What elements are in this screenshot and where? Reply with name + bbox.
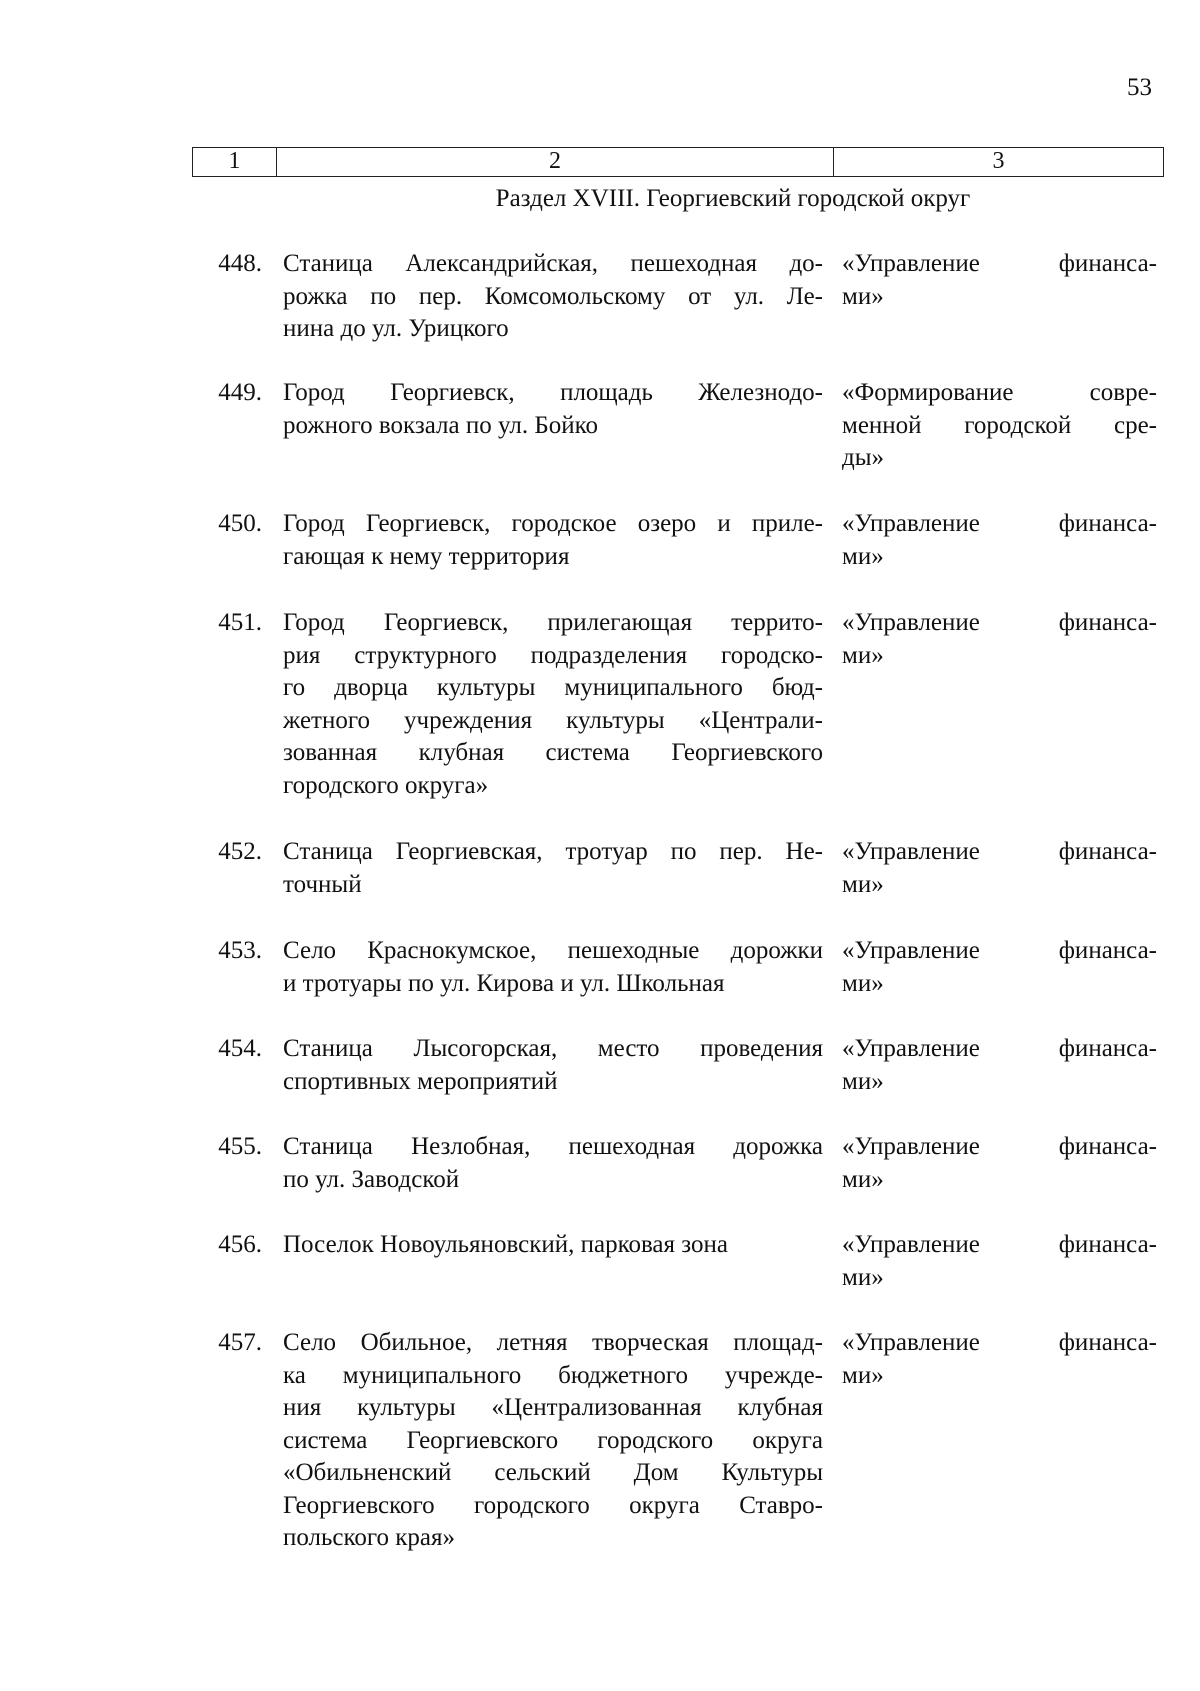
program-line: ми» xyxy=(842,870,884,898)
row-description xyxy=(283,607,823,802)
row-number: 455. xyxy=(218,1133,262,1160)
row-responsible-program xyxy=(842,377,1157,475)
row-responsible-program xyxy=(842,1131,1157,1196)
program-line: ми» xyxy=(842,969,884,997)
column-header-3: 3 xyxy=(992,148,1005,174)
row-description xyxy=(283,1327,823,1555)
column-header-1: 1 xyxy=(193,148,277,176)
row-number: 449. xyxy=(218,379,262,406)
description-line: жетного учреждения культуры «Централи- xyxy=(283,706,823,734)
description-line: «Обильненский сельский Дом Культуры xyxy=(283,1459,823,1486)
description-line: спортивных мероприятий xyxy=(283,1067,558,1095)
program-line: ми» xyxy=(842,542,884,570)
description-line: Город Георгиевск, площадь Железнодо- xyxy=(283,379,823,406)
program-line: ми» xyxy=(842,1165,884,1193)
description-line: го дворца культуры муниципального бюд- xyxy=(283,674,823,701)
description-line: и тротуары по ул. Кирова и ул. Школьная xyxy=(283,969,725,997)
row-description xyxy=(283,1033,823,1098)
program-line: ми» xyxy=(842,282,884,310)
description-line: Поселок Новоульяновский, парковая зона xyxy=(283,1231,728,1258)
section-title: Раздел XVIII. Георгиевский городской округ xyxy=(495,185,971,212)
program-line: ды» xyxy=(842,444,885,471)
row-number: 457. xyxy=(218,1329,262,1356)
description-line: рия структурного подразделения городско- xyxy=(283,641,823,669)
program-line: «Управление финанса- xyxy=(842,1035,1157,1062)
column-header-row xyxy=(192,147,1164,177)
description-line: ния культуры «Централизованная клубная xyxy=(283,1394,823,1421)
row-number: 450. xyxy=(218,510,262,537)
program-line: ми» xyxy=(842,1067,884,1095)
row-description xyxy=(283,935,823,1000)
description-line: Город Георгиевск, прилегающая террито- xyxy=(283,609,823,636)
description-line: Село Краснокумское, пешеходные дорожки xyxy=(283,937,823,964)
program-line: «Управление финанса- xyxy=(842,609,1157,636)
page-number: 53 xyxy=(1127,74,1152,101)
description-line: рожного вокзала по ул. Бойко xyxy=(283,411,598,439)
description-line: Станица Лысогорская, место проведения xyxy=(283,1035,823,1062)
row-description xyxy=(283,836,823,901)
row-number: 453. xyxy=(218,937,262,964)
row-responsible-program xyxy=(842,935,1157,1000)
program-line: «Управление финанса- xyxy=(842,1231,1157,1258)
program-line: «Управление финанса- xyxy=(842,510,1157,537)
program-line: «Управление финанса- xyxy=(842,937,1157,964)
description-line: гающая к нему территория xyxy=(283,542,570,570)
row-description xyxy=(283,508,823,573)
program-line: «Управление финанса- xyxy=(842,1329,1157,1356)
row-responsible-program xyxy=(842,248,1157,313)
description-line: Станица Александрийская, пешеходная до- xyxy=(283,250,823,277)
description-line: польского края» xyxy=(283,1524,456,1551)
description-line: Станица Незлобная, пешеходная дорожка xyxy=(283,1133,823,1160)
description-line: зованная клубная система Георгиевского xyxy=(283,739,823,766)
row-number: 454. xyxy=(218,1035,262,1062)
row-responsible-program xyxy=(842,508,1157,573)
program-line: «Управление финанса- xyxy=(842,250,1157,277)
row-number: 451. xyxy=(218,609,262,636)
program-line: «Управление финанса- xyxy=(842,1133,1157,1160)
description-line: Город Георгиевск, городское озеро и приле- xyxy=(283,510,823,537)
row-description xyxy=(283,248,823,346)
description-line: городского округа» xyxy=(283,771,489,799)
column-header-2: 2 xyxy=(277,148,834,176)
row-description xyxy=(283,1229,823,1262)
description-line: ка муниципального бюджетного учрежде- xyxy=(283,1361,823,1389)
description-line: Село Обильное, летняя творческая площад- xyxy=(283,1329,823,1356)
program-line: «Управление финанса- xyxy=(842,838,1157,865)
description-line: Георгиевского городского округа Ставро- xyxy=(283,1491,823,1519)
program-line: ми» xyxy=(842,1263,884,1291)
description-line: по ул. Заводской xyxy=(283,1165,460,1193)
row-responsible-program xyxy=(842,607,1157,672)
row-number: 448. xyxy=(218,250,262,277)
description-line: система Георгиевского городского округа xyxy=(283,1426,823,1454)
row-description xyxy=(283,377,823,442)
description-line: нина до ул. Урицкого xyxy=(283,315,509,342)
program-line: ми» xyxy=(842,1361,884,1389)
row-responsible-program xyxy=(842,836,1157,901)
row-responsible-program xyxy=(842,1327,1157,1392)
description-line: Станица Георгиевская, тротуар по пер. Не- xyxy=(283,838,823,865)
row-description xyxy=(283,1131,823,1196)
description-line: точный xyxy=(283,870,362,898)
row-number: 452. xyxy=(218,838,262,865)
program-line: менной городской сре- xyxy=(842,411,1157,439)
row-number: 456. xyxy=(218,1231,262,1258)
program-line: ми» xyxy=(842,641,884,669)
description-line: рожка по пер. Комсомольскому от ул. Ле- xyxy=(283,282,823,310)
row-responsible-program xyxy=(842,1033,1157,1098)
row-responsible-program xyxy=(842,1229,1157,1294)
program-line: «Формирование совре- xyxy=(842,379,1157,406)
